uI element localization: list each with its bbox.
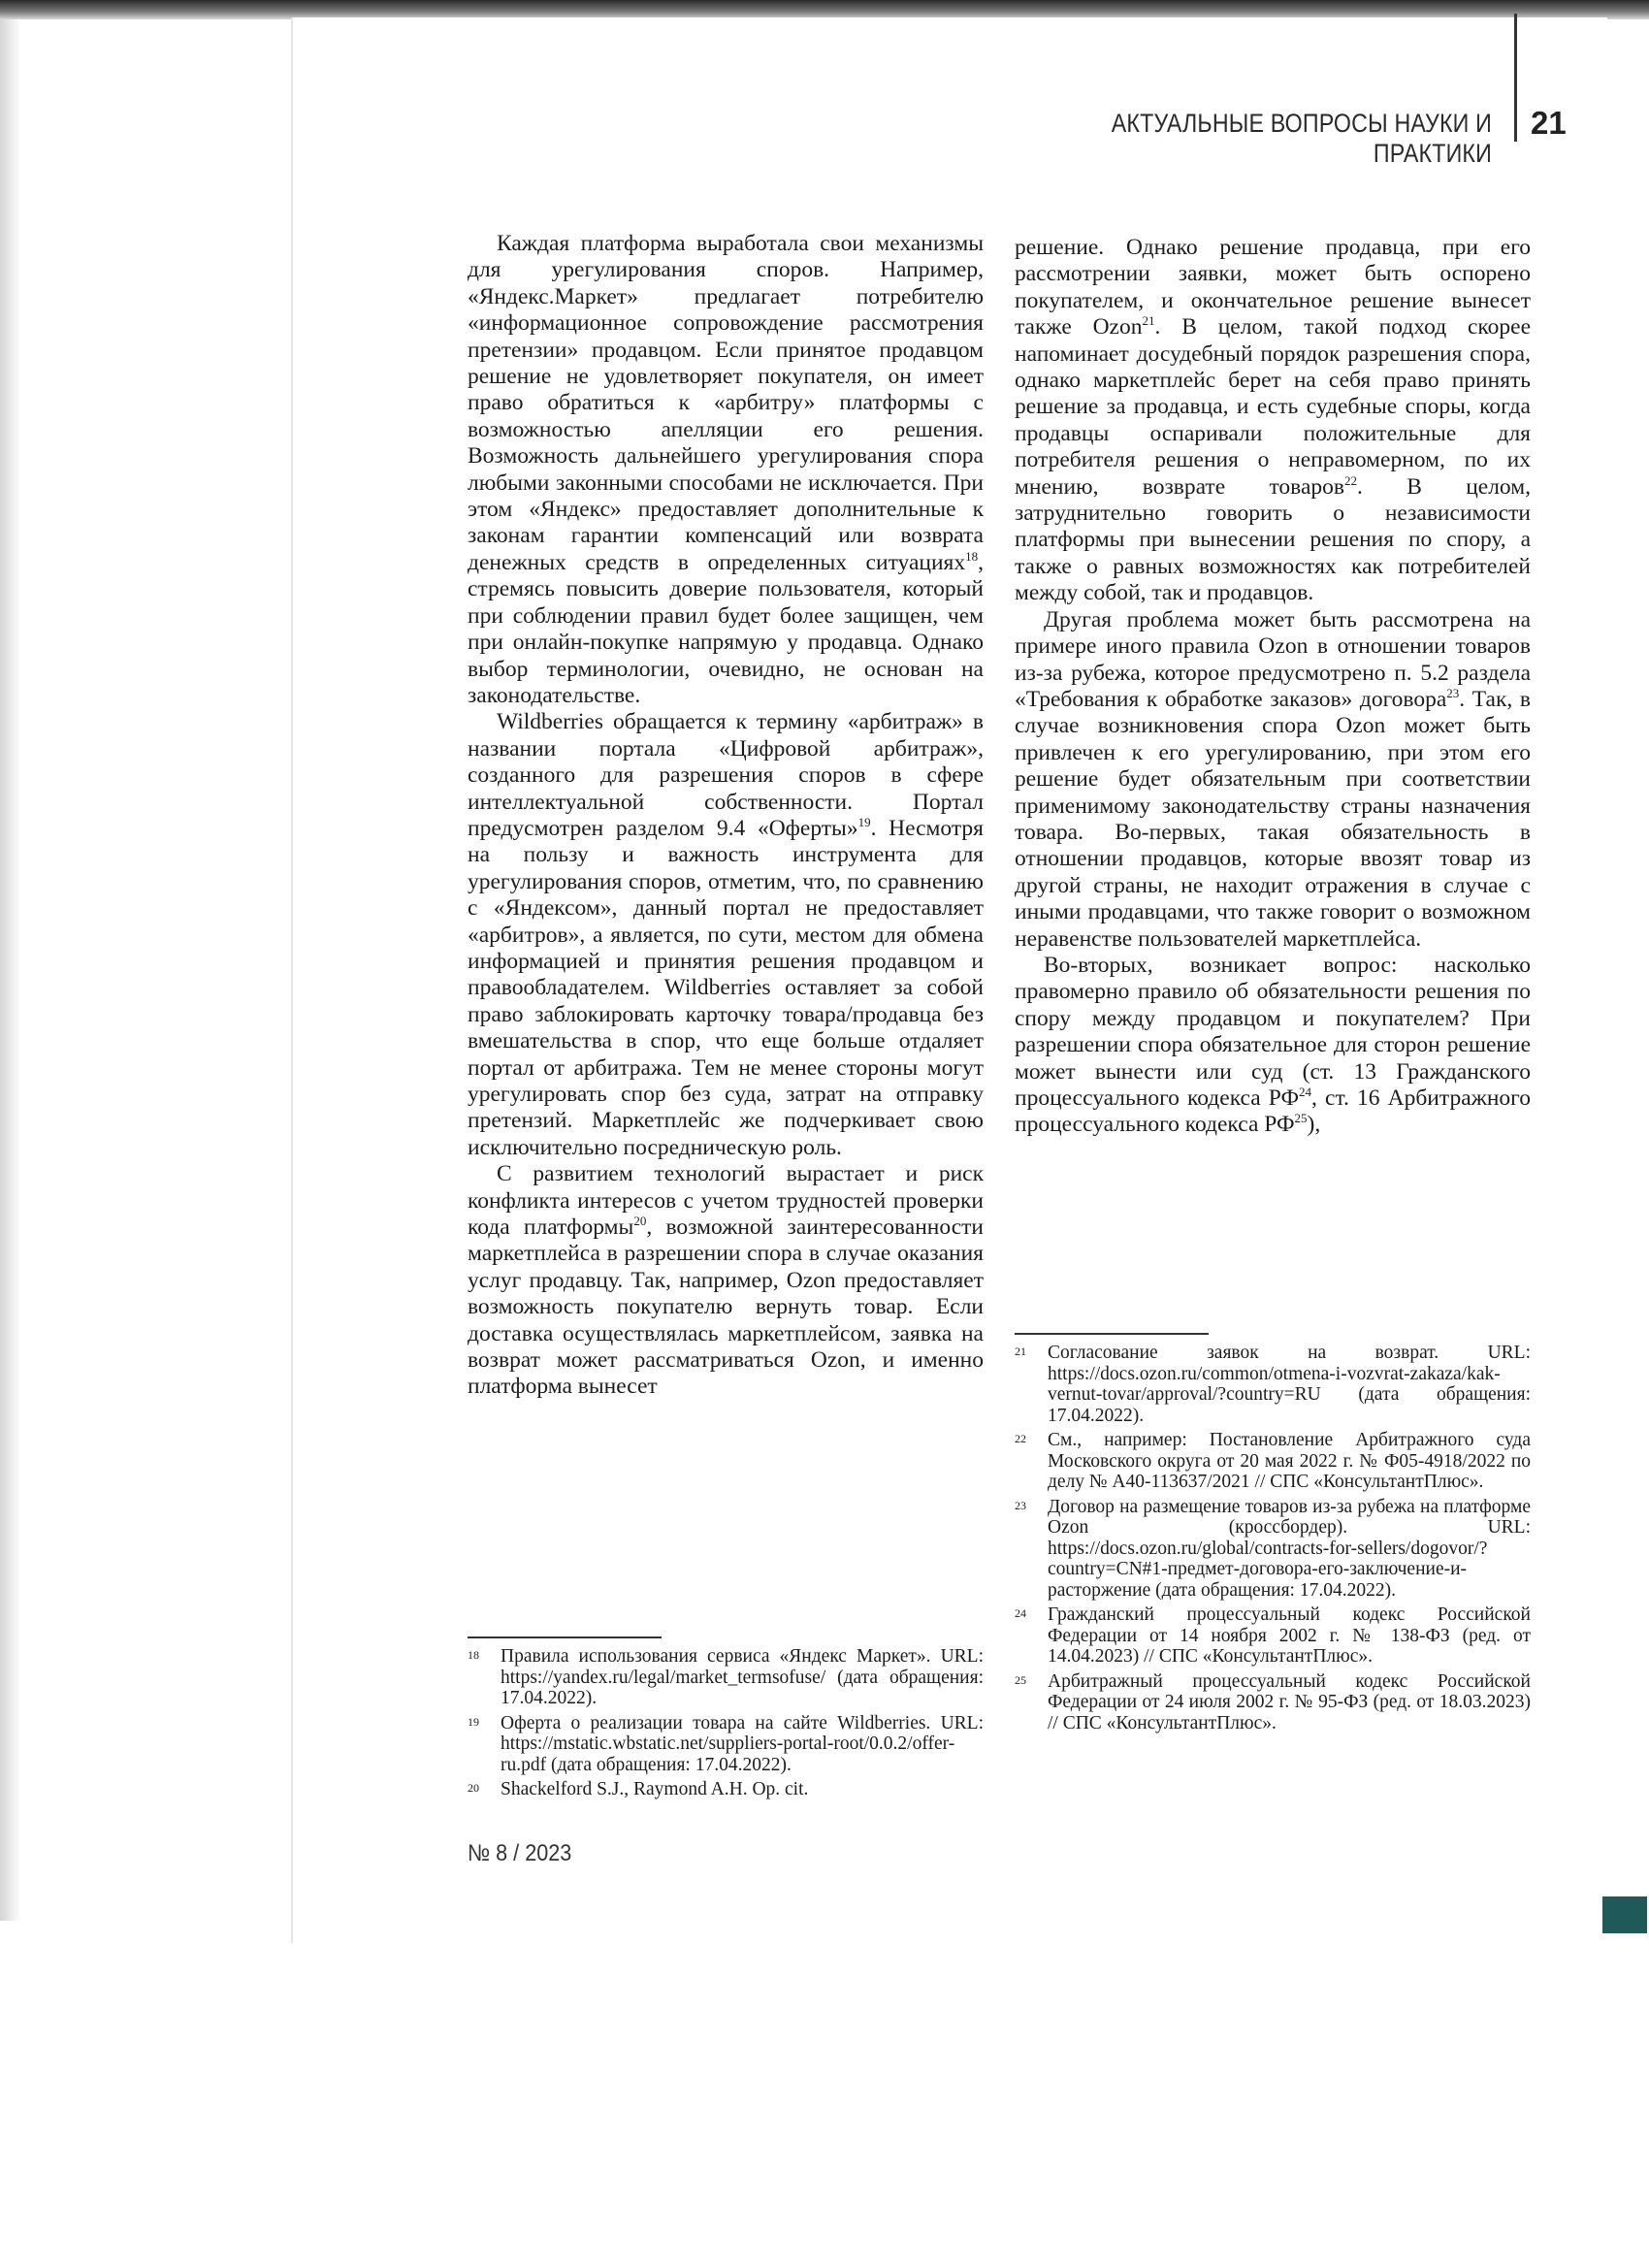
footnote-ref: 23 bbox=[1446, 685, 1460, 700]
footnote-rule bbox=[468, 1636, 662, 1638]
footnote-ref: 25 bbox=[1294, 1111, 1308, 1126]
footnote-ref: 18 bbox=[965, 548, 979, 564]
footnote-rule bbox=[1015, 1333, 1209, 1335]
running-header: АКТУАЛЬНЫЕ ВОПРОСЫ НАУКИ И ПРАКТИКИ bbox=[1111, 109, 1492, 168]
footnote bbox=[468, 1779, 984, 1800]
paragraph: С развитием технологий вырастает и риск конфликта интересов с учетом трудностей проверки кода платформы$^{20}$, возможной заинтересованности маркетплейса в разрешении спора в случае оказания услуг продавцу. Так, например, Ozon предоставляет возможность покупателю вернуть товар. Если доставка осуществлялась маркетплейсом, заявка на возврат может рассматриваться Ozon, и именно платформа вынесет bbox=[468, 1161, 984, 1400]
scan-top-edge bbox=[0, 0, 1649, 19]
footnote-number: 21 bbox=[1015, 1345, 1026, 1358]
footnote-number: 18 bbox=[468, 1648, 479, 1662]
footnote-text: Правила использования сервиса «Яндекс Маркет». URL: https://yandex.ru/legal/market_termsofuse/ (дата обращения: 17.04.2022). bbox=[501, 1646, 984, 1708]
footnote-ref: 21 bbox=[1142, 313, 1155, 329]
page-number: 21 bbox=[1531, 105, 1567, 141]
footnote bbox=[1015, 1343, 1531, 1426]
footnote-text: См., например: Постановление Арбитражного суда Московского округа от 20 мая 2022 г. № Ф05-4918/2022 по делу № А40-113637/2021 // СПС «КонсультантПлюс». bbox=[1048, 1430, 1531, 1492]
binding-strip bbox=[1602, 1896, 1647, 1933]
footnote-text: Договор на размещение товаров из-за рубежа на платформе Ozon (кроссбордер). URL: https://docs.ozon.ru/global/contracts-for-sellers/dogovor/?country=CN#1-предмет-договора-его-заключение-и-расторжение (дата обращения: 17.04.2022). bbox=[1048, 1496, 1531, 1601]
footnote-text: Гражданский процессуальный кодекс Российской Федерации от 14 ноября 2002 г. № 138-ФЗ (ред. от 14.04.2023) // СПС «КонсультантПлюс». bbox=[1048, 1604, 1531, 1667]
footnote bbox=[468, 1646, 984, 1709]
footnote-number: 24 bbox=[1015, 1606, 1026, 1620]
paragraph: Другая проблема может быть рассмотрена на примере иного правила Ozon в отношении товаров из-за рубежа, которое предусмотрено п. 5.2 раздела «Требования к обработке заказов» договора$^{23}$. Так, в случае возникновения спора Ozon может быть привлечен к его урегулированию, при этом его решение будет обязательным при соответствии применимому законодательству страны назначения товара. Во-первых, такая обязательность в отношении продавцов, которые ввозят товар из другой страны, не находит отражения в случае с иными продавцами, что также говорит о возможном неравенстве пользователей маркетплейса. bbox=[1015, 606, 1531, 952]
footnote-number: 19 bbox=[468, 1714, 479, 1729]
footnote-ref: 22 bbox=[1343, 472, 1357, 488]
paragraph: Wildberries обращается к термину «арбитраж» в названии портала «Цифровой арбитраж», созданного для разрешения споров в сфере интеллектуальной собственности. Портал предусмотрен разделом 9.4 «Оферты»$^{19}$. Несмотря на пользу и важность инструмента для урегулирования споров, отметим, что, по сравнению с «Яндексом», данный портал не предоставляет «арбитров», а является, по сути, местом для обмена информацией и принятия решения продавцом и правообладателем. Wildberries оставляет за собой право заблокировать карточку товара/продавца без вмешательства в спор, что еще больше отдаляет портал от арбитража. Тем не менее стороны могут урегулировать спор без суда, затрат на отправку претензий. Маркетплейс же подчеркивает свою исключительно посредническую роль. bbox=[468, 709, 984, 1160]
footnotes-left bbox=[468, 1646, 984, 1804]
footnote-text: Согласование заявок на возврат. URL: https://docs.ozon.ru/common/otmena-i-vozvrat-zakaza/kak-vernut-tovar/approval/?country=RU (дата обращения: 17.04.2022). bbox=[1048, 1343, 1531, 1426]
scan-left-edge bbox=[0, 19, 21, 1921]
footnote-ref: 20 bbox=[633, 1214, 647, 1229]
footnote-text: Арбитражный процессуальный кодекс Российской Федерации от 24 июля 2002 г. № 95-ФЗ (ред. от 18.03.2023) // СПС «КонсультантПлюс». bbox=[1048, 1670, 1531, 1733]
footnote bbox=[1015, 1671, 1531, 1734]
footnote-ref: 24 bbox=[1299, 1085, 1312, 1099]
footnote bbox=[468, 1713, 984, 1776]
footnote-number: 25 bbox=[1015, 1672, 1026, 1687]
footnote bbox=[1015, 1604, 1531, 1668]
left-column bbox=[468, 231, 984, 1401]
paragraph: Каждая платформа выработала свои механизмы для урегулирования споров. Например, «Яндекс.Маркет» предлагает потребителю «информационное сопровождение рассмотрения претензии» продавцом. Если принятое продавцом решение не удовлетворяет покупателя, он имеет право обратиться к «арбитру» платформы с возможностью апелляции его решения. Возможность дальнейшего урегулирования спора любыми законными способами не исключается. При этом «Яндекс» предоставляет дополнительные к законам гарантии компенсаций или возврата денежных средств в определенных ситуациях$^{18}$, стремясь повысить доверие пользователя, который при соблюдении правил будет более защищен, чем при онлайн-покупке напрямую у продавца. Однако выбор терминологии, очевидно, не основан на законодательстве. bbox=[468, 231, 984, 708]
footnote-number: 23 bbox=[1015, 1498, 1026, 1512]
footnote-number: 20 bbox=[468, 1781, 479, 1795]
header-divider bbox=[1514, 14, 1517, 142]
footnote-number: 22 bbox=[1015, 1432, 1026, 1445]
right-column bbox=[1015, 235, 1531, 1139]
footnote-text: Оферта о реализации товара на сайте Wildberries. URL: https://mstatic.wbstatic.net/suppliers-portal-root/0.0.2/offer-ru.pdf (дата обращения: 17.04.2022). bbox=[501, 1712, 984, 1775]
footnote-ref: 19 bbox=[857, 814, 871, 829]
footnote-text: Shackelford S.J., Raymond A.H. Op. cit. bbox=[501, 1779, 809, 1799]
paragraph: Во-вторых, возникает вопрос: насколько правомерно правило об обязательности решения по спору между продавцом и покупателем? При разрешении спора обязательное для сторон решение может вынести или суд (ст. 13 Гражданского процессуального кодекса РФ$^{24}$, ст. 16 Арбитражного процессуального кодекса РФ$^{25}$), bbox=[1015, 952, 1531, 1138]
paragraph: решение. Однако решение продавца, при его рассмотрении заявки, может быть оспорено покупателем, и окончательное решение вынесет также Ozon$^{21}$. В целом, такой подход скорее напоминает досудебный порядок разрешения спора, однако маркетплейс берет на себя право принять решение за продавца, и есть судебные споры, когда продавцы оспаривали положительные для потребителя решения о неправомерном, по их мнению, возврате товаров$^{22}$. В целом, затруднительно говорить о независимости платформы при вынесении решения по спору, а также о равных возможностях как потребителей между собой, так и продавцов. bbox=[1015, 235, 1532, 606]
footnote bbox=[1015, 1497, 1531, 1602]
issue-number: № 8 / 2023 bbox=[468, 1840, 572, 1866]
footnote bbox=[1015, 1430, 1531, 1493]
footnotes-right bbox=[1015, 1343, 1531, 1737]
